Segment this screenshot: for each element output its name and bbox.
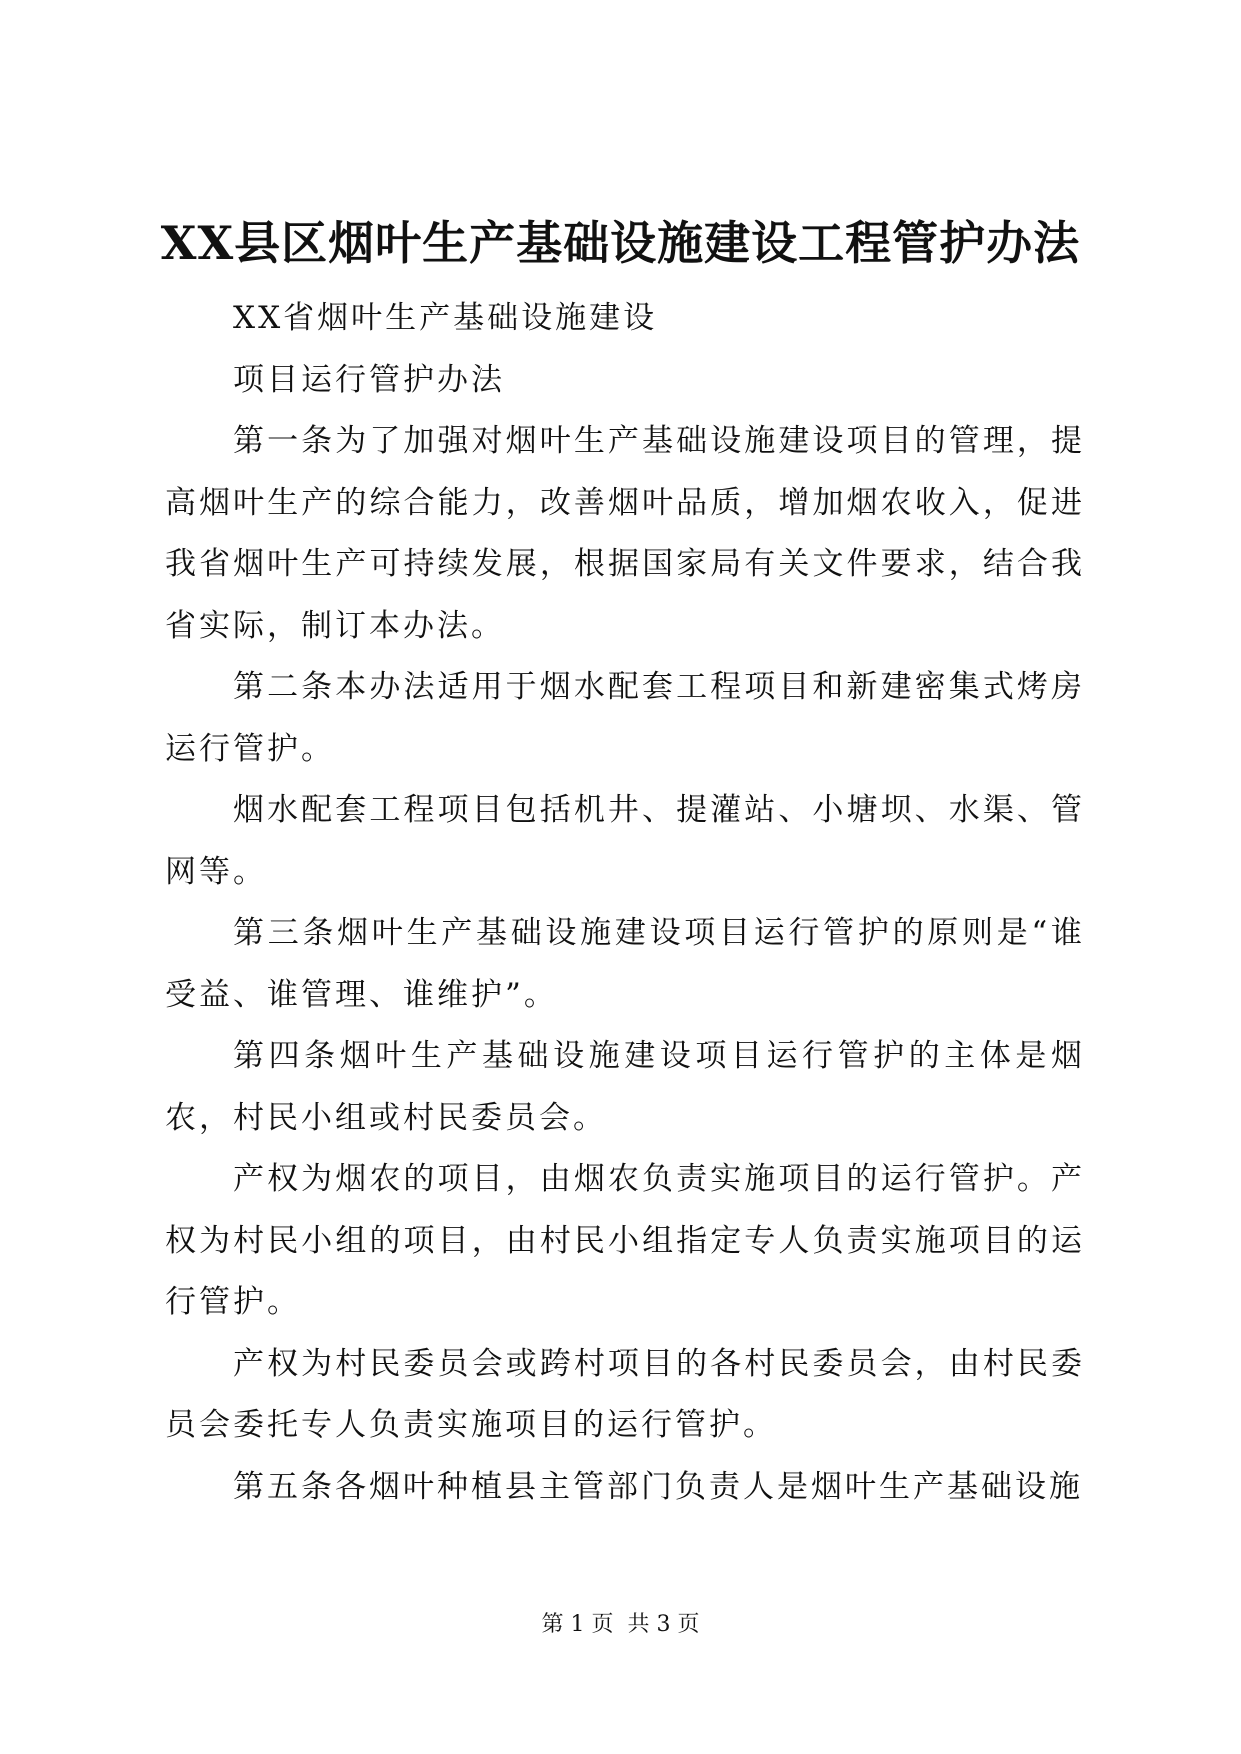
page-number-footer: 第 1 页 共 3 页: [541, 1612, 700, 1637]
paragraph: 项目运行管护办法: [233, 361, 505, 398]
paragraph: 第二条本办法适用于烟水配套工程项目和新建密集式烤房运行管护。: [165, 669, 1085, 767]
paragraph: XX省烟叶生产基础设施建设: [233, 300, 658, 336]
paragraph: 第四条烟叶生产基础设施建设项目运行管护的主体是烟农，村民小组或村民委员会。: [165, 1038, 1085, 1136]
paragraph: 烟水配套工程项目包括机井、提灌站、小塘坝、水渠、管网等。: [165, 792, 1085, 890]
paragraph: 第五条各烟叶种植县主管部门负责人是烟叶生产基础设施: [233, 1468, 1083, 1505]
document-body: [165, 288, 1085, 1518]
paragraph: 第一条为了加强对烟叶生产基础设施建设项目的管理，提高烟叶生产的综合能力，改善烟叶品质，增加烟农收入，促进我省烟叶生产可持续发展，根据国家局有关文件要求，结合我省实际，制订本办法。: [165, 423, 1085, 644]
paragraph: 产权为烟农的项目，由烟农负责实施项目的运行管护。产权为村民小组的项目，由村民小组指定专人负责实施项目的运行管护。: [165, 1161, 1085, 1320]
paragraph: 第三条烟叶生产基础设施建设项目运行管护的原则是“谁受益、谁管理、谁维护”。: [165, 915, 1085, 1013]
paragraph: 产权为村民委员会或跨村项目的各村民委员会，由村民委员会委托专人负责实施项目的运行管护。: [165, 1345, 1085, 1443]
document-title: XX县区烟叶生产基础设施建设工程管护办法: [160, 216, 1081, 270]
